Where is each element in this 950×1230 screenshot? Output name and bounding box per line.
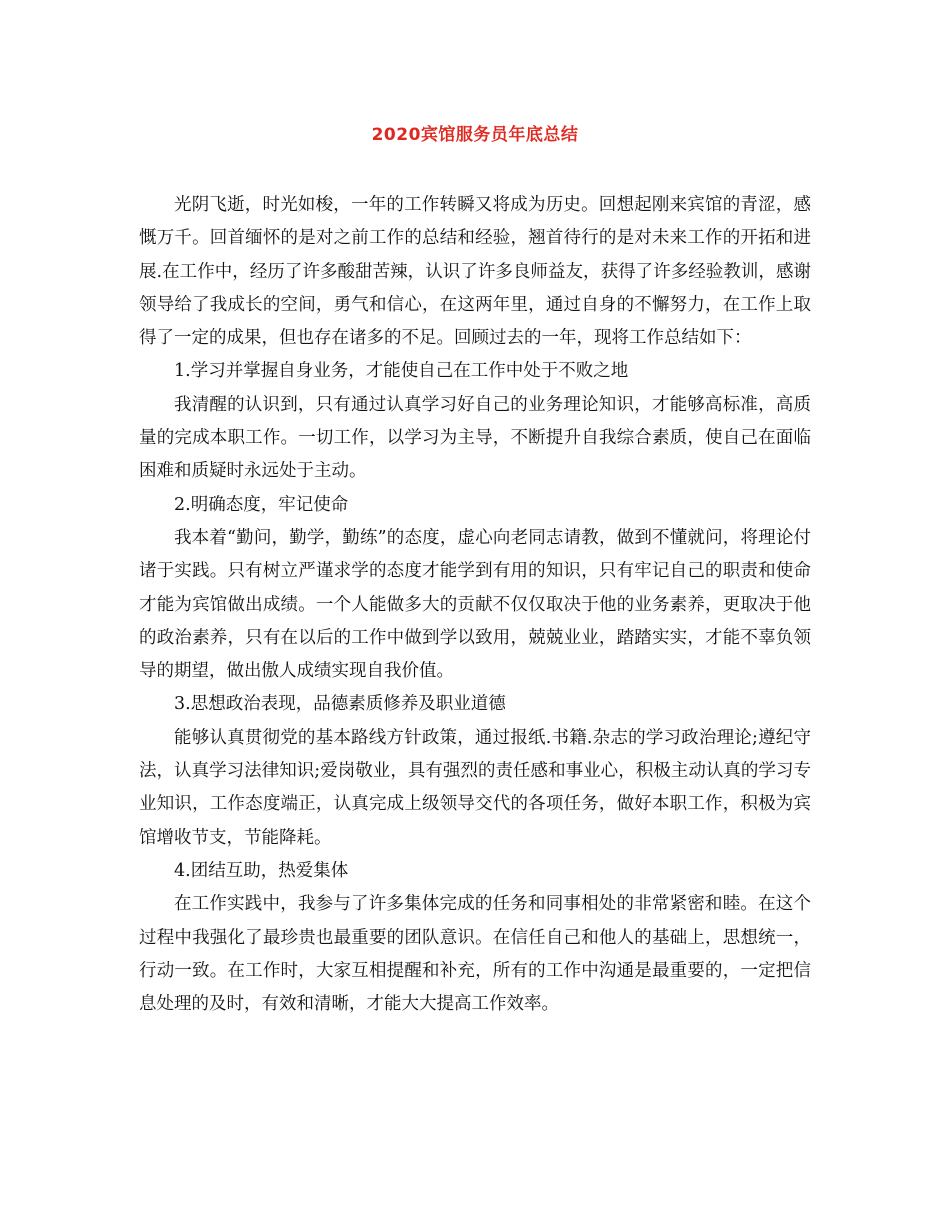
- document-body: [139, 189, 811, 1021]
- paragraph-section-2: 我本着“勤问，勤学，勤练”的态度，虚心向老同志请教，做到不懂就问，将理论付诸于实践。只有树立严谨求学的态度才能学到有用的知识，只有牢记自己的职责和使命才能为宾馆做出成绩。一个人能做多大的贡献不仅仅取决于他的业务素养，更取决于他的政治素养，只有在以后的工作中做到学以致用，兢兢业业，踏踏实实，才能不辜负领导的期望，做出傲人成绩实现自我价值。: [139, 527, 811, 682]
- paragraph-section-3: 能够认真贯彻党的基本路线方针政策，通过报纸.书籍.杂志的学习政治理论;遵纪守法，认真学习法律知识;爱岗敬业，具有强烈的责任感和事业心，积极主动认真的学习专业知识，工作态度端正，认真完成上级领导交代的各项任务，做好本职工作，积极为宾馆增收节支，节能降耗。: [139, 727, 811, 848]
- document-title: 2020宾馆服务员年底总结: [371, 125, 579, 145]
- paragraph-section-4: 在工作实践中，我参与了许多集体完成的任务和同事相处的非常紧密和睦。在这个过程中我强化了最珍贵也最重要的团队意识。在信任自己和他人的基础上，思想统一，行动一致。在工作时，大家互相提醒和补充，所有的工作中沟通是最重要的，一定把信息处理的及时，有效和清晰，才能大大提高工作效率。: [139, 894, 811, 1015]
- section-heading-2: 2.明确态度，牢记使命: [174, 494, 349, 515]
- paragraph-intro: 光阴飞逝，时光如梭，一年的工作转瞬又将成为历史。回想起刚来宾馆的青涩，感慨万千。回首缅怀的是对之前工作的总结和经验，翘首待行的是对未来工作的开拓和进展.在工作中，经历了许多酸甜苦辣，认识了许多良师益友，获得了许多经验教训，感谢领导给了我成长的空间，勇气和信心，在这两年里，通过自身的不懈努力，在工作上取得了一定的成果，但也存在诸多的不足。回顾过去的一年，现将工作总结如下：: [139, 195, 811, 349]
- section-heading-3: 3.思想政治表现，品德素质修养及职业道德: [174, 694, 506, 715]
- paragraph-section-1: 我清醒的认识到，只有通过认真学习好自己的业务理论知识，才能够高标准，高质量的完成本职工作。一切工作，以学习为主导，不断提升自我综合素质，使自己在面临困难和质疑时永远处于主动。: [139, 394, 811, 482]
- section-heading-1: 1.学习并掌握自身业务，才能使自己在工作中处于不败之地: [174, 361, 629, 382]
- section-heading-4: 4.团结互助，热爱集体: [174, 860, 349, 881]
